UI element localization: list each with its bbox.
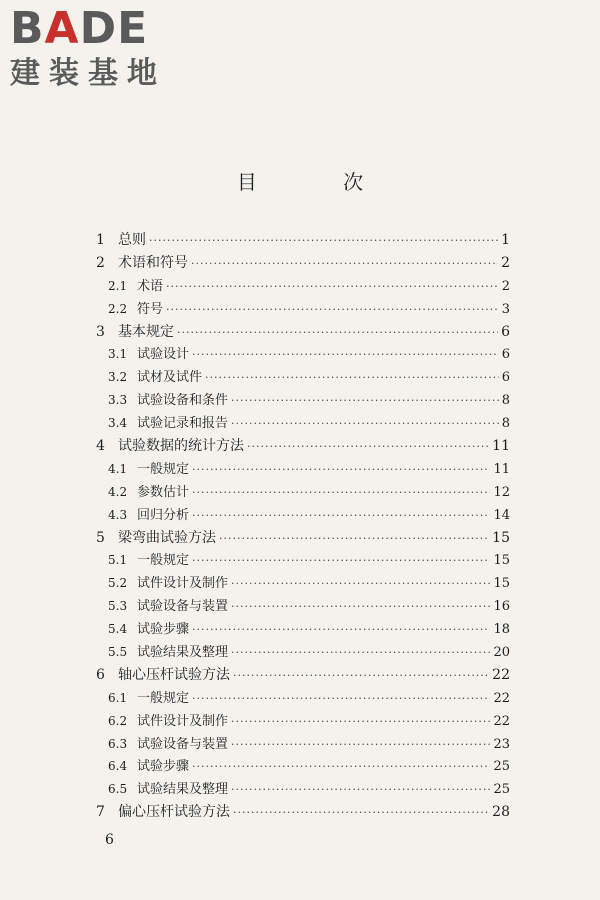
toc-entry-label: 基本规定 xyxy=(118,323,174,340)
toc-dot-leader xyxy=(192,486,490,499)
toc-entry-page: 23 xyxy=(493,736,510,752)
toc-chapter-row[interactable] xyxy=(96,252,510,275)
toc-entry-label: 试验设计 xyxy=(137,347,190,363)
toc-entry-page: 11 xyxy=(493,461,510,477)
toc-entry-number: 6.2 xyxy=(108,713,128,728)
toc-entry-page: 25 xyxy=(493,782,510,798)
toc-dot-leader xyxy=(231,417,499,430)
toc-subsection-row[interactable] xyxy=(96,778,510,801)
toc-entry-page: 16 xyxy=(493,599,510,615)
toc-entry-number: 3 xyxy=(96,323,105,340)
toc-entry-page: 15 xyxy=(493,553,510,569)
toc-entry-page: 6 xyxy=(501,347,510,363)
toc-dot-leader xyxy=(191,257,498,270)
toc-entry-label: 轴心压杆试验方法 xyxy=(118,666,230,683)
toc-dot-leader xyxy=(166,303,499,316)
toc-subsection-row[interactable] xyxy=(96,481,510,504)
toc-subsection-row[interactable] xyxy=(96,618,510,641)
toc-dot-leader xyxy=(149,234,498,247)
toc-dot-leader xyxy=(231,783,490,796)
toc-entry-number: 4 xyxy=(96,438,105,455)
toc-entry-label: 术语 xyxy=(137,278,164,294)
toc-entry-number: 4.3 xyxy=(108,507,128,522)
logo-wordmark xyxy=(10,4,180,54)
toc-dot-leader xyxy=(192,623,490,636)
table-of-contents xyxy=(96,229,510,824)
toc-entry-number: 6 xyxy=(96,666,105,683)
logo-letters-de: DE xyxy=(79,3,149,54)
toc-dot-leader xyxy=(177,326,498,339)
toc-subsection-row[interactable] xyxy=(96,549,510,572)
toc-dot-leader xyxy=(233,806,489,819)
toc-entry-number: 7 xyxy=(96,804,105,821)
toc-entry-number: 5.3 xyxy=(108,599,128,614)
toc-dot-leader xyxy=(166,280,499,293)
toc-entry-page: 15 xyxy=(493,576,510,592)
toc-entry-page: 22 xyxy=(493,690,510,706)
toc-entry-label: 试验步骤 xyxy=(137,759,190,775)
toc-dot-leader xyxy=(192,554,490,567)
toc-entry-label: 术语和符号 xyxy=(118,254,188,271)
toc-dot-leader xyxy=(192,348,499,361)
toc-entry-page: 11 xyxy=(492,438,510,455)
toc-subsection-row[interactable] xyxy=(96,572,510,595)
toc-entry-number: 6.5 xyxy=(108,782,128,797)
toc-entry-label: 试验结果及整理 xyxy=(137,645,229,661)
toc-entry-label: 试验结果及整理 xyxy=(137,782,229,798)
toc-subsection-row[interactable] xyxy=(96,366,510,389)
toc-chapter-row[interactable] xyxy=(96,435,510,458)
bade-logo xyxy=(10,4,180,92)
toc-entry-page: 8 xyxy=(501,416,510,432)
toc-subsection-row[interactable] xyxy=(96,641,510,664)
toc-entry-page: 18 xyxy=(493,622,510,638)
toc-entry-label: 试件设计及制作 xyxy=(137,576,229,592)
toc-entry-number: 2.2 xyxy=(108,301,128,316)
toc-entry-number: 5.1 xyxy=(108,553,128,568)
toc-entry-label: 试件设计及制作 xyxy=(137,713,229,729)
toc-entry-number: 4.2 xyxy=(108,484,128,499)
toc-dot-leader xyxy=(231,738,490,751)
toc-entry-number: 3.4 xyxy=(108,416,128,431)
toc-entry-page: 12 xyxy=(493,484,510,500)
toc-entry-number: 5.4 xyxy=(108,622,128,637)
toc-entry-page: 6 xyxy=(501,370,510,386)
toc-entry-page: 25 xyxy=(493,759,510,775)
toc-entry-label: 总则 xyxy=(118,232,146,248)
toc-chapter-row[interactable] xyxy=(96,229,510,252)
toc-entry-number: 3.1 xyxy=(108,347,128,362)
toc-subsection-row[interactable] xyxy=(96,755,510,778)
toc-entry-label: 参数估计 xyxy=(137,484,190,500)
toc-dot-leader xyxy=(233,669,489,682)
toc-entry-page: 2 xyxy=(501,278,510,294)
toc-entry-label: 试验步骤 xyxy=(137,622,190,638)
logo-cjk-text: 建装基地 xyxy=(10,56,166,91)
logo-letter-b: B xyxy=(10,3,45,54)
toc-entry-label: 试验设备与装置 xyxy=(137,736,229,752)
toc-subsection-row[interactable] xyxy=(96,343,510,366)
toc-dot-leader xyxy=(205,371,499,384)
toc-subsection-row[interactable] xyxy=(96,298,510,321)
toc-dot-leader xyxy=(247,440,489,453)
toc-chapter-row[interactable] xyxy=(96,801,510,824)
toc-entry-number: 4.1 xyxy=(108,461,128,476)
toc-chapter-row[interactable] xyxy=(96,664,510,687)
toc-dot-leader xyxy=(231,394,499,407)
toc-entry-label: 符号 xyxy=(137,301,164,317)
toc-entry-page: 6 xyxy=(501,323,510,340)
toc-entry-page: 2 xyxy=(501,254,510,271)
logo-letter-a: A xyxy=(44,3,80,54)
toc-entry-page: 1 xyxy=(501,232,510,248)
toc-entry-label: 试验数据的统计方法 xyxy=(118,438,244,455)
toc-entry-label: 试验记录和报告 xyxy=(137,416,229,432)
toc-entry-page: 22 xyxy=(493,713,510,729)
toc-entry-label: 试验设备和条件 xyxy=(137,393,229,409)
toc-subsection-row[interactable] xyxy=(96,733,510,756)
toc-entry-number: 6.3 xyxy=(108,736,128,751)
toc-entry-number: 5.2 xyxy=(108,576,128,591)
toc-dot-leader xyxy=(192,692,490,705)
toc-entry-number: 5 xyxy=(96,529,105,546)
toc-subsection-row[interactable] xyxy=(96,687,510,710)
toc-entry-page: 14 xyxy=(493,507,510,523)
toc-subsection-row[interactable] xyxy=(96,710,510,733)
toc-dot-leader xyxy=(219,532,489,545)
toc-dot-leader xyxy=(231,715,490,728)
toc-dot-leader xyxy=(231,600,490,613)
toc-entry-page: 28 xyxy=(492,804,510,821)
page-number: 6 xyxy=(105,832,114,848)
toc-entry-number: 3.2 xyxy=(108,370,128,385)
toc-dot-leader xyxy=(192,509,490,522)
toc-subsection-row[interactable] xyxy=(96,412,510,435)
toc-entry-number: 5.5 xyxy=(108,645,128,660)
toc-entry-number: 2 xyxy=(96,254,105,271)
toc-dot-leader xyxy=(192,463,490,476)
toc-subsection-row[interactable] xyxy=(96,458,510,481)
toc-entry-number: 6.1 xyxy=(108,690,128,705)
toc-entry-number: 2.1 xyxy=(108,278,128,293)
toc-entry-number: 1 xyxy=(96,232,105,248)
toc-entry-page: 20 xyxy=(493,645,510,661)
toc-dot-leader xyxy=(192,760,490,773)
toc-subsection-row[interactable] xyxy=(96,389,510,412)
toc-entry-label: 试材及试件 xyxy=(137,370,203,386)
toc-entry-label: 一般规定 xyxy=(137,690,190,706)
toc-entry-number: 6.4 xyxy=(108,759,128,774)
toc-entry-number: 3.3 xyxy=(108,393,128,408)
toc-entry-label: 回归分析 xyxy=(137,507,190,523)
toc-chapter-row[interactable] xyxy=(96,321,510,344)
toc-subsection-row[interactable] xyxy=(96,595,510,618)
toc-entry-label: 梁弯曲试验方法 xyxy=(118,529,216,546)
toc-dot-leader xyxy=(231,646,490,659)
toc-entry-label: 试验设备与装置 xyxy=(137,599,229,615)
toc-subsection-row[interactable] xyxy=(96,504,510,527)
toc-title: 目 次 xyxy=(236,170,404,194)
toc-subsection-row[interactable] xyxy=(96,275,510,298)
toc-entry-page: 3 xyxy=(501,301,510,317)
toc-entry-label: 偏心压杆试验方法 xyxy=(118,804,230,821)
toc-entry-page: 8 xyxy=(501,393,510,409)
toc-entry-label: 一般规定 xyxy=(137,553,190,569)
toc-entry-page: 22 xyxy=(492,666,510,683)
toc-entry-label: 一般规定 xyxy=(137,461,190,477)
toc-chapter-row[interactable] xyxy=(96,527,510,550)
toc-dot-leader xyxy=(231,577,490,590)
toc-entry-page: 15 xyxy=(492,529,510,546)
